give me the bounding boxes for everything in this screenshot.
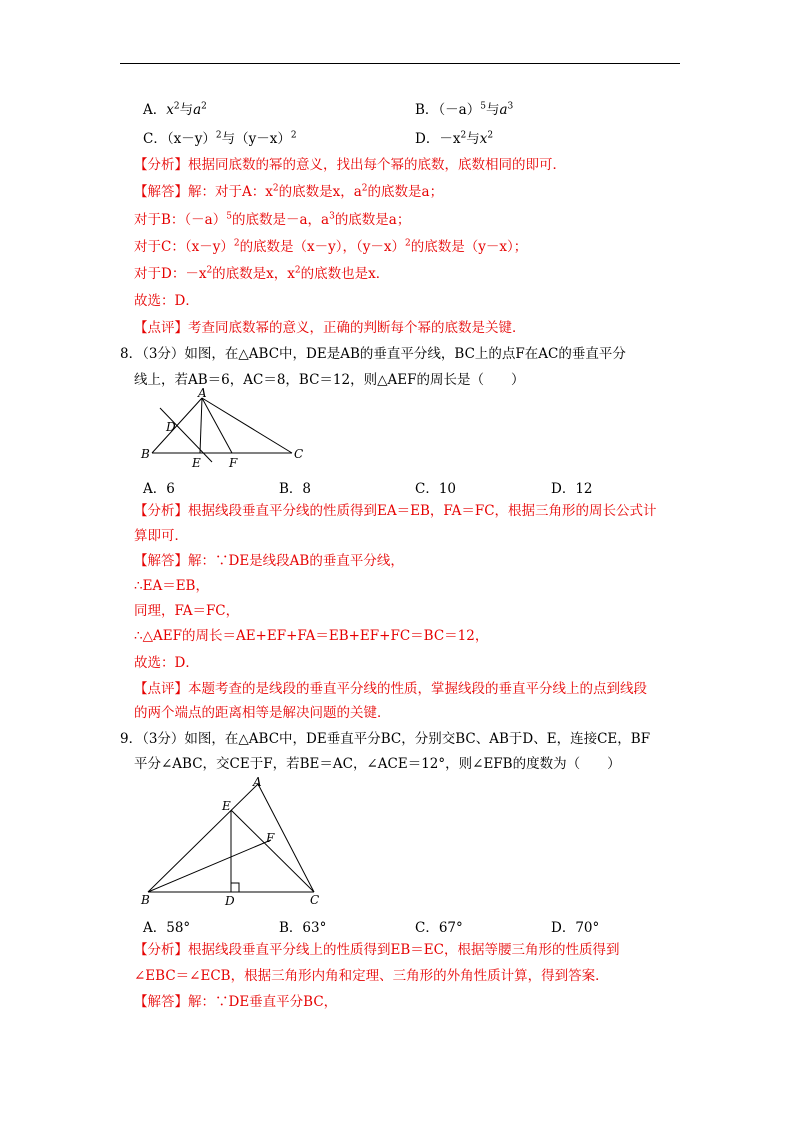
q9-label-c: C — [310, 893, 320, 907]
q8-analysis-line-2: 算即可． — [134, 528, 188, 544]
q9-label-e: E — [222, 799, 231, 813]
q8-answer-line-2: ∴EA＝EB， — [134, 578, 209, 594]
q8-segment-af — [202, 398, 232, 453]
q9-bisector-bf — [148, 840, 271, 892]
q9-side-ab — [148, 784, 258, 892]
q9-stem-line-1: 9．（3分）如图，在△ABC中，DE垂直平分BC，分别交BC、AB于D、E，连接CE，BF — [120, 731, 651, 747]
q7-answer-line-3: 对于C：$(x-y)^2$的底数是（x－y），$(y-x)^2$的底数是（y－x）； — [134, 238, 528, 255]
q9-label-f: F — [266, 831, 275, 845]
q8-option-d: D．12 — [551, 481, 593, 497]
q8-stem-line-1: 8．（3分）如图，在△ABC中，DE是AB的垂直平分线，BC上的点F在AC的垂直平分 — [120, 346, 626, 362]
q7-option-d: D．$-x^2$与$x^2$ — [415, 130, 494, 147]
q8-side-ac — [202, 398, 292, 453]
q8-segment-ae — [200, 398, 202, 453]
q8-figure — [140, 388, 310, 470]
q8-comment-line-2: 的两个端点的距离相等是解决问题的关键． — [134, 705, 391, 721]
q8-label-d: D — [166, 420, 176, 434]
q7-option-b: B．$(-a)^5$与$a^3$ — [415, 101, 514, 118]
q7-option-c: C．$(x-y)^2$与$(y-x)^2$ — [143, 130, 297, 147]
q8-answer-line-4: ∴△AEF的周长＝AE+EF+FA＝EB+EF+FC＝BC＝12， — [134, 628, 489, 644]
q8-label-f: F — [229, 456, 238, 470]
q9-option-a: A．58° — [143, 920, 191, 936]
q9-stem-line-2: 平分∠ABC，交CE于F，若BE＝AC，∠ACE＝12°，则∠EFB的度数为（ ） — [134, 756, 621, 772]
q8-label-b: B — [141, 447, 150, 461]
q9-option-c: C．67° — [415, 920, 463, 936]
header-rule — [120, 63, 680, 64]
q9-segment-ce — [231, 810, 314, 892]
q8-label-c: C — [294, 447, 304, 461]
q7-choice: 故选：D． — [134, 293, 199, 309]
q8-label-a: A — [198, 388, 207, 400]
q7-answer-line-1: 【解答】解：对于A：$x^2$的底数是x，$a^2$的底数是a； — [134, 183, 444, 200]
q9-answer-line-1: 【解答】解：∵DE垂直平分BC， — [134, 994, 338, 1010]
q8-choice: 故选：D． — [134, 655, 199, 671]
q7-analysis: 【分析】根据同底数的幂的意义，找出每个幂的底数，底数相同的即可． — [134, 157, 566, 173]
q8-option-b: B．8 — [279, 481, 312, 497]
q7-comment: 【点评】考查同底数幂的意义，正确的判断每个幂的底数是关键． — [134, 320, 526, 336]
q7-answer-line-2: 对于B：$(-a)^5$的底数是－a，$a^3$的底数是a； — [134, 211, 411, 228]
q9-label-d: D — [225, 894, 235, 908]
q9-analysis-line-1: 【分析】根据线段垂直平分线上的性质得到EB＝EC，根据等腰三角形的性质得到 — [134, 942, 620, 958]
q9-analysis-line-2: ∠EBC＝∠ECB，根据三角形内角和定理、三角形的外角性质计算，得到答案． — [134, 968, 609, 984]
q9-figure — [138, 776, 328, 908]
q8-option-a: A．6 — [143, 481, 175, 497]
q9-option-b: B．63° — [279, 920, 327, 936]
q7-answer-line-4: 对于D：$-x^2$的底数是x，$x^2$的底数也是x． — [134, 265, 390, 282]
q9-label-a: A — [253, 776, 262, 789]
q8-stem-line-2: 线上，若AB＝6，AC＝8，BC＝12，则△AEF的周长是（ ） — [134, 372, 525, 388]
q8-answer-line-3: 同理，FA＝FC， — [134, 603, 240, 619]
q9-option-d: D．70° — [551, 920, 600, 936]
q8-answer-line-1: 【解答】解：∵DE是线段AB的垂直平分线， — [134, 553, 404, 569]
q8-analysis-line-1: 【分析】根据线段垂直平分线的性质得到EA＝EB，FA＝FC，根据三角形的周长公式计 — [134, 503, 657, 519]
q9-label-b: B — [141, 893, 150, 907]
q7-option-a: A．$x^2$与$a^2$ — [143, 101, 207, 118]
q9-right-angle-mark — [231, 883, 239, 892]
q8-option-c: C．10 — [415, 481, 457, 497]
q8-label-e: E — [192, 456, 201, 470]
q8-comment-line-1: 【点评】本题考查的是线段的垂直平分线的性质，掌握线段的垂直平分线上的点到线段 — [134, 681, 647, 697]
